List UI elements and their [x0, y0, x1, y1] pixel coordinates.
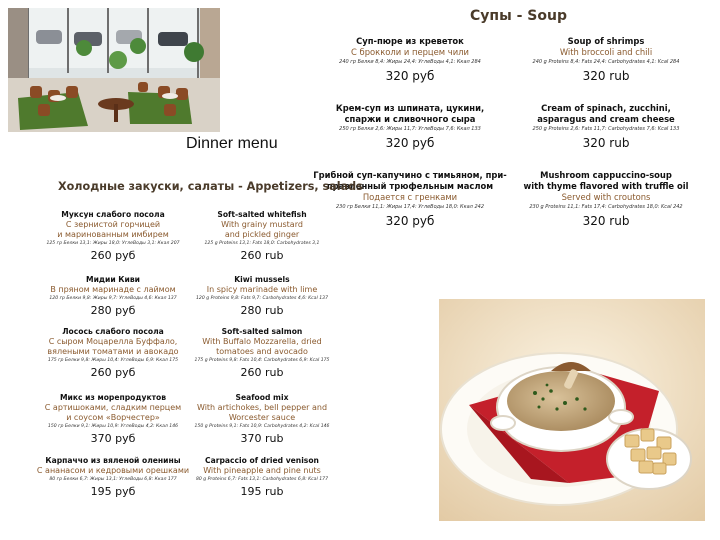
- item-nutrition: 80 гр Белки 6,7: Жиры 13,1: УглеВоды 6,8: Ккал 177: [49, 477, 177, 482]
- item-price: 370 руб: [90, 432, 136, 445]
- item-nutrition: 250 g Proteins 2,6: Fats 11,7: Carbohydrates 7,6: Kcal 133: [532, 126, 680, 132]
- item-description: With artichokes, bell pepper and Worcester sauce: [196, 403, 328, 422]
- item-price: 320 rub: [582, 136, 630, 150]
- item-description: In spicy marinade with lime: [206, 285, 318, 294]
- item-nutrition: 150 гр Белки 9,1: Жиры 10,9: УглеВоды 4,2: Ккал 146: [47, 424, 179, 429]
- item-nutrition: 120 гр Белки 9,8: Жиры 9,7: УглеВоды 4,6: Ккал 137: [49, 296, 177, 301]
- item-price: 260 rub: [240, 366, 284, 379]
- item-price: 370 rub: [240, 432, 284, 445]
- item-description: With grainy mustard and pickled ginger: [221, 220, 303, 239]
- item-price: 320 руб: [385, 136, 435, 150]
- item-price: 320 rub: [582, 214, 630, 228]
- item-price: 260 руб: [90, 366, 136, 379]
- menu-item: [34, 393, 192, 446]
- appetizers-section-title: Холодные закуски, салаты - Appetizers, salads: [58, 180, 363, 193]
- menu-item: [34, 210, 192, 263]
- item-name: Лосось слабого посола: [62, 327, 164, 336]
- menu-item: [306, 170, 514, 229]
- menu-item: [312, 103, 508, 151]
- item-name: Carpaccio of dried venison: [205, 456, 319, 465]
- item-price: 320 rub: [582, 69, 630, 83]
- item-name: Cream of spinach, zucchini, asparagus and cream cheese: [537, 103, 675, 124]
- item-nutrition: 240 гр Белки 8,4: Жиры 24,4: УглеВоды 4,1: Ккал 284: [339, 59, 481, 65]
- item-price: 195 rub: [240, 485, 284, 498]
- item-name: Kiwi mussels: [234, 275, 290, 284]
- item-description: В пряном маринаде с лаймом: [50, 285, 176, 294]
- item-description: With Buffalo Mozzarella, dried tomatoes and avocado: [202, 337, 322, 356]
- item-nutrition: 240 g Proteins 8,4: Fats 24,4: Carbohydrates 4,1: Kcal 284: [532, 59, 680, 65]
- menu-item: [34, 327, 192, 380]
- item-name: Soft-salted salmon: [221, 327, 303, 336]
- soup-photo: [439, 299, 705, 521]
- item-price: 280 руб: [90, 304, 136, 317]
- item-price: 280 rub: [240, 304, 284, 317]
- menu-item: [34, 456, 192, 499]
- item-description: Подается с гренками: [362, 192, 458, 202]
- dinner-menu-label: Dinner menu: [186, 135, 278, 152]
- item-name: Крем-суп из шпината, цукини, спаржи и сливочного сыра: [335, 103, 485, 124]
- menu-item: [510, 103, 702, 151]
- item-description: С артишоками, сладким перцем и соусом «Ворчестер»: [44, 403, 182, 422]
- item-name: Mushroom cappuccino-soup with thyme flavored with truffle oil: [523, 170, 689, 191]
- menu-item: [510, 170, 702, 229]
- item-price: 260 руб: [90, 249, 136, 262]
- item-nutrition: 120 g Proteins 9,8: Fats 9,7: Carbohydrates 4,6: Kcal 137: [195, 296, 329, 301]
- menu-item: [312, 36, 508, 84]
- item-description: With broccoli and chili: [559, 47, 653, 57]
- item-nutrition: 125 g Proteins 13,1: Fats 18,0: Carbohydrates 3,1: [204, 241, 320, 246]
- item-name: Карпаччо из вяленой оленины: [45, 456, 181, 465]
- item-nutrition: 175 g Proteins 9,8: Fats 10,4: Carbohydrates 6,9: Kcal 175: [194, 358, 330, 363]
- restaurant-interior-photo: [8, 8, 220, 132]
- item-name: Суп-пюре из креветок: [356, 36, 464, 46]
- item-nutrition: 250 гр Белки 2,6: Жиры 11,7: УглеВоды 7,6: Ккал 133: [339, 126, 481, 132]
- item-price: 320 руб: [385, 69, 435, 83]
- item-name: Soup of shrimps: [567, 36, 645, 46]
- menu-item: [194, 327, 330, 380]
- item-description: Served with croutons: [561, 192, 651, 202]
- item-name: Муксун слабого посола: [61, 210, 165, 219]
- menu-item: [510, 36, 702, 84]
- item-name: Грибной суп-капучино с тимьяном, при- правленный трюфельным маслом: [313, 170, 507, 191]
- item-description: С зернистой горчицей и маринованным имбирем: [57, 220, 169, 239]
- soup-section-title: Супы - Soup: [470, 8, 567, 24]
- item-price: 260 rub: [240, 249, 284, 262]
- item-name: Микс из морепродуктов: [59, 393, 167, 402]
- item-name: Seafood mix: [235, 393, 289, 402]
- menu-item: [34, 275, 192, 318]
- item-nutrition: 230 g Proteins 11,1: Fats 17,4: Carbohydrates 18,0: Kcal 242: [529, 204, 683, 210]
- menu-item: [194, 275, 330, 318]
- item-description: С ананасом и кедровыми орешками: [36, 466, 190, 475]
- item-nutrition: 125 гр Белки 13,1: Жиры 18,0: УглеВоды 3,1: Ккал 207: [46, 241, 180, 246]
- item-name: Soft-salted whitefish: [217, 210, 307, 219]
- item-nutrition: 150 g Proteins 9,1: Fats 10,9: Carbohydrates 4,2: Kcal 146: [194, 424, 330, 429]
- item-description: С брокколи и перцем чили: [351, 47, 469, 57]
- item-price: 195 руб: [90, 485, 136, 498]
- item-nutrition: 80 g Proteins 6,7: Fats 13,1: Carbohydrates 6,8: Kcal 177: [195, 477, 329, 482]
- menu-item: [194, 456, 330, 499]
- item-nutrition: 175 гр Белки 9,8: Жиры 10,4: УглеВоды 6,9: Ккал 175: [47, 358, 179, 363]
- item-name: Мидии Киви: [86, 275, 140, 284]
- item-price: 320 руб: [385, 214, 435, 228]
- item-description: С сыром Моцарелла Буффало, вялеными томатами и авокадо: [47, 337, 179, 356]
- menu-item: [194, 393, 330, 446]
- item-description: With pineapple and pine nuts: [203, 466, 321, 475]
- menu-item: [194, 210, 330, 263]
- item-nutrition: 230 гр Белки 11,1: Жиры 17,4: УглеВоды 18,0: Ккал 242: [335, 204, 485, 210]
